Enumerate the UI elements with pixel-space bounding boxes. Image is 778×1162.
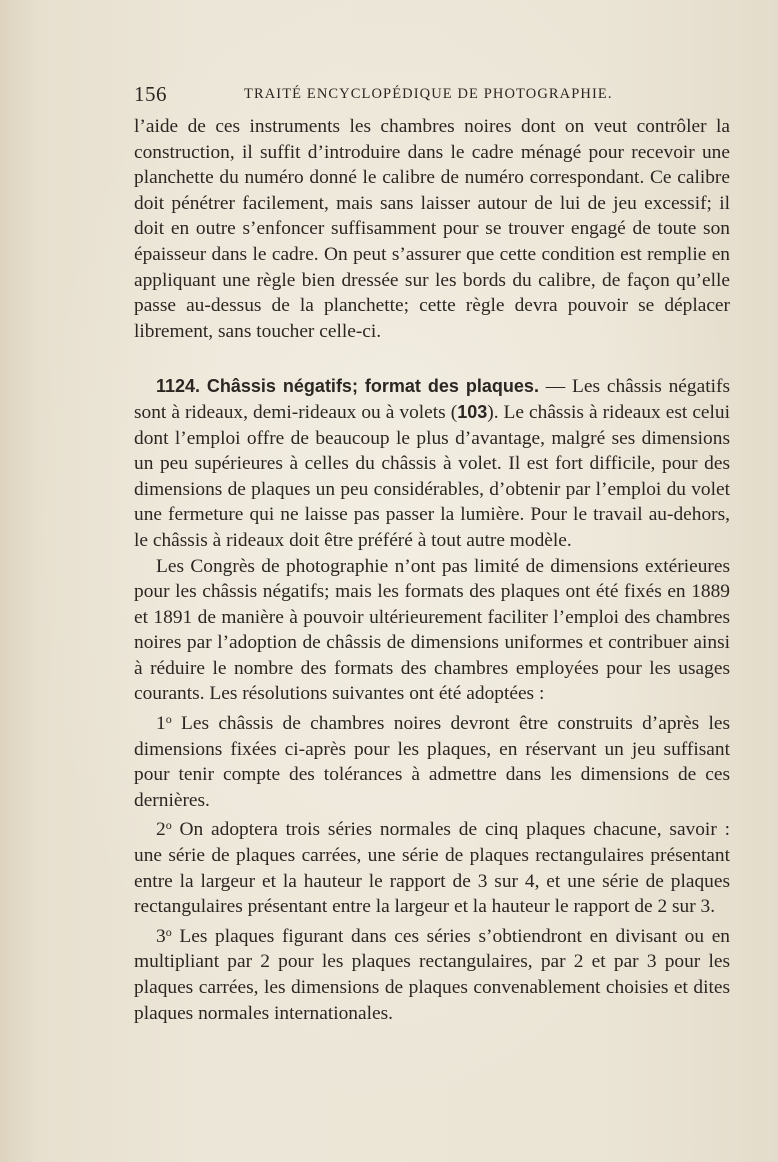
resolution-3-text: Les plaques figurant dans ces séries s’obtiendront en divisant ou en multipliant par 2 pour les plaques rectangulaires, par 2 et par 3 pour les plaques carrées, les dimensions de plaques convenablement choisies et dites plaques normales internationales. — [134, 925, 730, 1024]
paragraph-congres: Les Congrès de photographie n’ont pas limité de dimensions extérieures pour les châssis négatifs; mais les formats des plaques ont été fixés en 1889 et 1891 de manière à pouvoir ultérieurement faciliter l’emploi des chambres noires par l’adoption de châssis de dimensions uniformes et contribuer ainsi à réduire le nombre des formats des chambres employées pour les usages courants. Les résolutions suivantes ont été adoptées : — [134, 555, 730, 705]
resolution-1-number: 1 — [156, 713, 166, 735]
page-number: 156 — [134, 82, 167, 106]
section-text-b: ). Le châssis à rideaux est celui dont l’emploi offre de beaucoup le plus d’avantage, malgré ses dimensions un peu supérieures à celles du châssis à volet. Il est fort difficile, pour des dimensions de plaques un peu considérables, d’obtenir par l’emploi du volet une fermeture qui ne laisse pas passer la lumière. Pour le travail au-dehors, le châssis à rideaux doit être préféré à tout autre modèle. — [134, 401, 730, 551]
section-number: 1124. — [156, 376, 201, 397]
resolution-1-ordinal: o — [165, 712, 172, 727]
resolution-3-ordinal: o — [165, 924, 172, 939]
resolution-2-ordinal: o — [165, 818, 172, 833]
resolution-2-number: 2 — [156, 819, 166, 841]
section-text-a: — Les châssis négatifs sont à rideaux, demi-rideaux ou à volets ( — [134, 376, 730, 423]
resolution-1 — [134, 707, 730, 813]
resolution-2-text: On adoptera trois séries normales de cinq plaques chacune, savoir : une série de plaques carrées, une série de plaques rectangulaires présentant entre la largeur et la hauteur le rapport de 3 sur 4, et une série de plaques rectangulaires présentant entre la largeur et la hauteur le rapport de 2 sur 3. — [134, 819, 730, 918]
paragraph-continuation: l’aide de ces instruments les chambres noires dont on veut contrôler la construction, il suffit d’introduire dans le cadre ménagé pour recevoir une planchette du numéro donné le calibre de numéro correspondant. Ce calibre doit pénétrer facilement, mais sans laisser autour de lui de jeu excessif; il doit en outre s’enfoncer suffisamment pour se trouver engagé de toute son épaisseur dans le cadre. On peut s’assurer que cette condition est remplie en appliquant une règle bien dressée sur les bords du calibre, de façon qu’elle passe au-dessus de la planchette; cette règle devra pouvoir se déplacer librement, sans toucher celle-ci. — [134, 116, 730, 342]
resolution-3 — [134, 920, 730, 1026]
resolution-1-text: Les châssis de chambres noires devront être construits d’après les dimensions fixées ci-après pour les plaques, en réservant un jeu suffisant pour tenir compte des tolérances à admettre dans les dimensions de ces dernières. — [134, 713, 730, 811]
body-text — [134, 114, 730, 1026]
resolution-2 — [134, 813, 730, 919]
section-1124-paragraph — [134, 374, 730, 553]
running-title: TRAITÉ ENCYCLOPÉDIQUE DE PHOTOGRAPHIE. — [244, 86, 613, 102]
resolution-3-number: 3 — [156, 925, 166, 947]
section-title: Châssis négatifs; format des plaques. — [206, 376, 539, 397]
page-header — [134, 82, 614, 108]
cross-reference: 103 — [457, 401, 488, 422]
